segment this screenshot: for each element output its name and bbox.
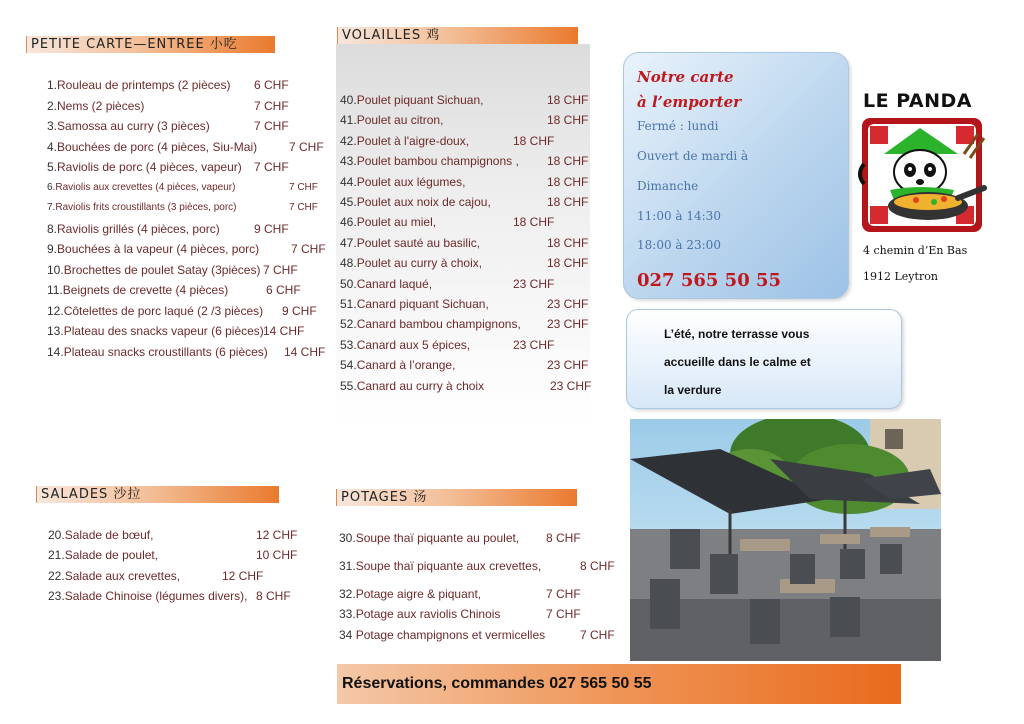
menu-item-price: 8 CHF bbox=[256, 589, 291, 603]
menu-item-name: Canard piquant Sichuan, bbox=[356, 297, 489, 311]
menu-item-number: 21. bbox=[48, 548, 65, 562]
menu-item-price: 7 CHF bbox=[254, 119, 289, 133]
terrace-card bbox=[626, 309, 902, 409]
menu-item bbox=[340, 93, 590, 107]
menu-item-number: 23. bbox=[48, 589, 65, 603]
menu-item bbox=[340, 236, 590, 250]
menu-item-price: 18 CHF bbox=[547, 256, 589, 271]
menu-item-name: Poulet à l'aigre-doux, bbox=[356, 133, 470, 148]
menu-item bbox=[48, 569, 308, 583]
menu-item-name: Plateau snacks croustillants (6 pièces) bbox=[63, 344, 268, 359]
open-days-2: Dimanche bbox=[637, 179, 699, 193]
menu-item-name: Canard bambou champignons, bbox=[356, 317, 521, 332]
menu-item-price: 23 CHF bbox=[550, 378, 592, 393]
menu-item-price: 9 CHF bbox=[254, 221, 289, 236]
menu-item-name: Salade de poulet, bbox=[64, 548, 159, 562]
salades-title: SALADES 沙拉 bbox=[41, 487, 142, 502]
menu-item-price: 18 CHF bbox=[547, 235, 589, 250]
menu-item bbox=[340, 338, 590, 352]
menu-item-number: 47. bbox=[340, 235, 357, 250]
menu-item-price: 23 CHF bbox=[547, 317, 589, 332]
menu-item bbox=[47, 283, 327, 297]
menu-item-price: 14 CHF bbox=[263, 324, 305, 338]
menu-item bbox=[47, 222, 327, 236]
menu-item-number: 7. bbox=[47, 202, 56, 213]
menu-item-name: Bouchées de porc (4 pièces, Siu-Mai) bbox=[57, 139, 258, 154]
open-days-1: Ouvert de mardi à bbox=[637, 149, 749, 163]
menu-item bbox=[340, 358, 590, 372]
menu-item-price: 10 CHF bbox=[256, 548, 298, 562]
menu-item-number: 52. bbox=[340, 317, 357, 332]
volailles-banner bbox=[337, 27, 578, 44]
takeaway-headline-1: Notre carte bbox=[637, 68, 734, 86]
menu-item-name: Canard au curry à choix bbox=[356, 378, 485, 393]
menu-item bbox=[47, 160, 327, 174]
menu-item-price: 18 CHF bbox=[547, 154, 589, 169]
menu-item-number: 8. bbox=[47, 221, 58, 236]
menu-item-name: Poulet piquant Sichuan, bbox=[356, 93, 484, 107]
panda-logo bbox=[854, 114, 992, 236]
menu-item-name: Poulet bambou champignons , bbox=[356, 154, 519, 169]
menu-item-price: 9 CHF bbox=[282, 303, 317, 318]
menu-item-number: 31. bbox=[339, 559, 356, 573]
menu-item bbox=[340, 277, 590, 291]
menu-item-name: Raviolis grillés (4 pièces, porc) bbox=[57, 221, 220, 236]
menu-item-number: 2. bbox=[47, 98, 58, 113]
menu-item-name: Raviolis de porc (4 pièces, vapeur) bbox=[57, 160, 242, 174]
menu-item bbox=[47, 78, 327, 92]
menu-item-number: 3. bbox=[47, 119, 58, 133]
menu-item-name: Soupe thaï piquante au poulet, bbox=[355, 531, 520, 545]
menu-item-name: Plateau des snacks vapeur (6 pièces) bbox=[63, 324, 264, 338]
menu-item bbox=[47, 201, 327, 215]
volailles-title: VOLAILLES 鸡 bbox=[342, 28, 441, 43]
menu-item-number: 55. bbox=[340, 378, 357, 393]
menu-item-price: 14 CHF bbox=[284, 344, 326, 359]
menu-item-price: 18 CHF bbox=[547, 195, 589, 209]
petite-carte-title: PETITE CARTE—ENTREE 小吃 bbox=[31, 37, 238, 52]
menu-item bbox=[340, 379, 590, 393]
menu-item-name: Poulet au curry à choix, bbox=[356, 256, 483, 271]
menu-item-name: Samossa au curry (3 pièces) bbox=[57, 119, 210, 133]
menu-item-price: 7 CHF bbox=[289, 181, 318, 193]
menu-item bbox=[48, 589, 308, 603]
menu-item-price: 18 CHF bbox=[547, 174, 589, 189]
reservation-text[interactable]: Réservations, commandes 027 565 50 55 bbox=[342, 675, 652, 692]
menu-item-number: 51. bbox=[340, 297, 357, 311]
menu-item-number: 46. bbox=[340, 215, 357, 230]
menu-item-name: Raviolis frits croustillants (3 pièces, porc) bbox=[55, 202, 237, 213]
menu-item-price: 7 CHF bbox=[546, 607, 581, 621]
menu-item-name: Poulet au citron, bbox=[356, 113, 444, 128]
menu-item-price: 12 CHF bbox=[222, 569, 264, 583]
menu-item-name: Poulet sauté au basilic, bbox=[356, 235, 481, 250]
menu-item-name: Potage aigre & piquant, bbox=[355, 587, 482, 601]
menu-item-price: 18 CHF bbox=[547, 93, 589, 107]
menu-item-name: Raviolis aux crevettes (4 pièces, vapeur) bbox=[55, 181, 236, 193]
menu-item bbox=[47, 345, 327, 359]
terrace-photo bbox=[630, 419, 941, 661]
potages-title: POTAGES 汤 bbox=[341, 490, 428, 505]
menu-item-number: 32. bbox=[339, 587, 356, 601]
menu-item-name: Potage champignons et vermicelles bbox=[352, 628, 546, 642]
menu-item-number: 40. bbox=[340, 93, 357, 107]
menu-item-price: 7 CHF bbox=[263, 262, 298, 277]
menu-item-price: 18 CHF bbox=[513, 215, 555, 230]
menu-item-price: 8 CHF bbox=[580, 559, 615, 573]
reservation-bar bbox=[337, 664, 901, 704]
menu-item bbox=[340, 317, 590, 331]
menu-item-name: Côtelettes de porc laqué (2 /3 pièces) bbox=[63, 303, 264, 318]
menu-item-number: 43. bbox=[340, 154, 357, 169]
menu-item bbox=[47, 99, 327, 113]
menu-item-number: 48. bbox=[340, 256, 357, 271]
terrace-image bbox=[630, 419, 941, 661]
menu-item bbox=[47, 140, 327, 154]
menu-item-price: 8 CHF bbox=[546, 531, 581, 545]
menu-item bbox=[340, 175, 590, 189]
phone-number[interactable]: 027 565 50 55 bbox=[637, 270, 782, 291]
menu-item-number: 14. bbox=[47, 344, 64, 359]
menu-item-number: 11. bbox=[47, 283, 63, 297]
menu-item-price: 23 CHF bbox=[547, 358, 589, 373]
menu-item-name: Nems (2 pièces) bbox=[57, 98, 145, 113]
menu-item-number: 1. bbox=[47, 78, 58, 92]
menu-item-number: 42. bbox=[340, 133, 357, 148]
closed-day: Fermé : lundi bbox=[637, 119, 719, 133]
menu-item bbox=[339, 531, 619, 545]
menu-item-price: 7 CHF bbox=[546, 587, 581, 601]
menu-item bbox=[340, 215, 590, 229]
menu-item-price: 23 CHF bbox=[513, 337, 555, 352]
menu-item-number: 54. bbox=[340, 358, 357, 373]
menu-item-number: 30. bbox=[339, 531, 356, 545]
menu-item bbox=[47, 242, 327, 256]
menu-item bbox=[339, 628, 619, 642]
menu-item-name: Poulet aux noix de cajou, bbox=[356, 195, 491, 209]
takeaway-headline-2: à l’emporter bbox=[637, 93, 742, 111]
menu-item-price: 6 CHF bbox=[254, 78, 289, 92]
hours-dinner: 18:00 à 23:00 bbox=[637, 238, 721, 252]
terrace-line-2: accueille dans le calme et bbox=[664, 355, 811, 369]
menu-item bbox=[47, 324, 327, 338]
address-line-1: 4 chemin d’En Bas bbox=[863, 244, 968, 257]
menu-item-number: 4. bbox=[47, 139, 58, 154]
menu-item-name: Canard laqué, bbox=[356, 276, 433, 291]
menu-item-number: 33. bbox=[339, 607, 356, 621]
menu-item-number: 10. bbox=[47, 262, 64, 277]
menu-item bbox=[340, 113, 590, 127]
menu-item-number: 45. bbox=[340, 195, 357, 209]
menu-item-price: 23 CHF bbox=[547, 297, 589, 311]
menu-item-number: 6. bbox=[47, 181, 56, 193]
panda-wok-icon bbox=[854, 114, 992, 236]
menu-item bbox=[48, 548, 308, 562]
menu-item-name: Poulet aux légumes, bbox=[356, 174, 466, 189]
menu-item-number: 12. bbox=[47, 303, 64, 318]
menu-item bbox=[47, 119, 327, 133]
menu-item-name: Canard aux 5 épices, bbox=[356, 337, 471, 352]
brand-name: LE PANDA bbox=[863, 90, 972, 112]
menu-item-price: 7 CHF bbox=[254, 98, 289, 113]
menu-item bbox=[47, 263, 327, 277]
menu-item-price: 23 CHF bbox=[513, 276, 555, 291]
menu-item-name: Rouleau de printemps (2 pièces) bbox=[57, 78, 231, 92]
salades-banner bbox=[36, 486, 279, 503]
menu-item-price: 7 CHF bbox=[254, 160, 289, 174]
petite-carte-banner bbox=[26, 36, 275, 53]
menu-item-name: Salade de bœuf, bbox=[64, 528, 154, 542]
menu-item-number: 41. bbox=[340, 113, 357, 128]
menu-item-number: 44. bbox=[340, 174, 357, 189]
menu-item bbox=[340, 154, 590, 168]
menu-item-price: 7 CHF bbox=[289, 202, 318, 213]
terrace-line-3: la verdure bbox=[664, 383, 722, 397]
menu-item-name: Salade Chinoise (légumes divers), bbox=[64, 589, 248, 603]
menu-item bbox=[339, 587, 619, 601]
menu-item bbox=[340, 134, 590, 148]
potages-banner bbox=[336, 489, 577, 506]
menu-item-number: 50. bbox=[340, 276, 357, 291]
hours-card bbox=[623, 52, 849, 299]
menu-item-price: 12 CHF bbox=[256, 528, 298, 542]
menu-item-name: Soupe thaï piquante aux crevettes, bbox=[355, 559, 542, 573]
menu-item bbox=[340, 195, 590, 209]
menu-item-number: 20. bbox=[48, 528, 65, 542]
menu-item-name: Potage aux raviolis Chinois bbox=[355, 607, 501, 621]
menu-item-number: 34 bbox=[339, 628, 353, 642]
hours-lunch: 11:00 à 14:30 bbox=[637, 209, 721, 223]
menu-item bbox=[47, 181, 327, 195]
menu-item-name: Canard à l’orange, bbox=[356, 358, 456, 373]
menu-item-name: Salade aux crevettes, bbox=[64, 569, 181, 583]
menu-item-price: 7 CHF bbox=[291, 242, 326, 256]
terrace-line-1: L’été, notre terrasse vous bbox=[664, 327, 810, 341]
menu-item-price: 6 CHF bbox=[266, 283, 301, 297]
menu-item-number: 53. bbox=[340, 337, 357, 352]
address-line-2: 1912 Leytron bbox=[863, 270, 938, 283]
menu-item-price: 18 CHF bbox=[547, 113, 589, 128]
menu-item bbox=[339, 559, 619, 573]
menu-item bbox=[340, 297, 590, 311]
menu-item bbox=[339, 607, 619, 621]
menu-item-price: 7 CHF bbox=[289, 139, 324, 154]
menu-item bbox=[340, 256, 590, 270]
menu-item bbox=[47, 304, 327, 318]
menu-item-price: 18 CHF bbox=[513, 133, 555, 148]
menu-item-name: Brochettes de poulet Satay (3pièces) bbox=[63, 262, 261, 277]
menu-item bbox=[48, 528, 308, 542]
menu-item-number: 22. bbox=[48, 569, 65, 583]
menu-item-number: 9. bbox=[47, 242, 58, 256]
menu-item-price: 7 CHF bbox=[580, 628, 615, 642]
menu-item-name: Bouchées à la vapeur (4 pièces, porc) bbox=[57, 242, 260, 256]
menu-item-name: Beignets de crevette (4 pièces) bbox=[62, 283, 229, 297]
menu-item-name: Poulet au miel, bbox=[356, 215, 437, 230]
menu-item-number: 5. bbox=[47, 160, 58, 174]
menu-item-number: 13. bbox=[47, 324, 64, 338]
